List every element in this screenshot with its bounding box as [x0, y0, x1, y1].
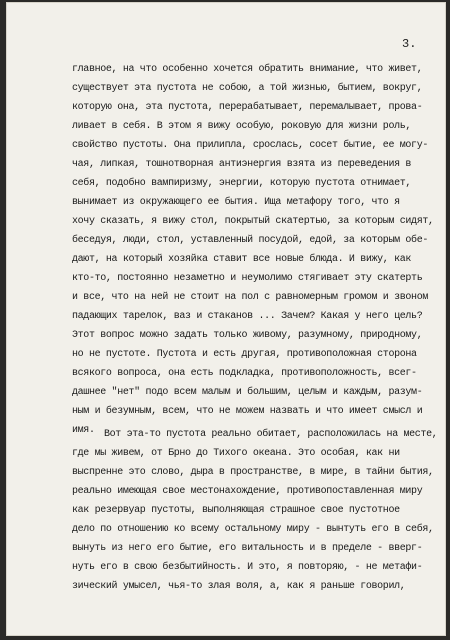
page-number: 3.: [402, 37, 417, 51]
typewritten-page: [6, 2, 446, 636]
text-line: но не пустоте. Пустота и есть другая, противоположная сторона: [72, 349, 417, 360]
text-line: всякого вопроса, она есть подкладка, противоположность, всег-: [72, 368, 417, 379]
text-line: Этот вопрос можно задать только живому, разумному, природному,: [72, 330, 423, 341]
text-line: и все, что на ней не стоит на пол с равномерным громом и звоном: [72, 292, 429, 303]
text-line: зический умысел, чья-то злая воля, а, как я раньше говорил,: [72, 581, 406, 592]
text-line: существует эта пустота не собою, а той жизнью, бытием, вокруг,: [72, 83, 423, 94]
text-line: вынуть из него его бытие, его витальность и в пределе - вверг-: [72, 543, 423, 554]
text-line: беседуя, люди, стол, уставленный посудой, едой, за которым обе-: [72, 235, 429, 246]
paragraph-2: [72, 425, 438, 596]
text-line: падающих тарелок, ваз и стаканов ... Зачем? Какая у него цель?: [72, 311, 423, 322]
text-line: ливает в себя. В этом я вижу особую, роковую для жизни роль,: [72, 121, 412, 132]
text-line: реально имеющая свое местонахождение, противопоставленная миру: [72, 486, 423, 497]
text-line: дашнее "нет" подо всем малым и большим, целым и каждым, разум-: [72, 387, 423, 398]
text-line: вынимает из окружающего ее бытия. Ища метафору того, что я: [72, 197, 400, 208]
text-line: как резервуар пустоты, выполняющая страшное свое пустотное: [72, 505, 400, 516]
text-line: хочу сказать, я вижу стол, покрытый скатертью, за которым сидят,: [72, 216, 434, 227]
text-line: имя.: [72, 425, 95, 436]
text-line: себя, подобно вампиризму, энергии, которую пустота отнимает,: [72, 178, 412, 189]
text-line: ным и безумным, всем, что не можем назвать и что имеет смысл и: [72, 406, 423, 417]
text-line: чая, липкая, тошнотворная антиэнергия взята из переведения в: [72, 159, 412, 170]
text-line: которую она, эта пустота, перерабатывает, перемалывает, прова-: [72, 102, 423, 113]
text-line: кто-то, постоянно незаметно и неумолимо стягивает эту скатерть: [72, 273, 423, 284]
text-line: дают, на который хозяйка ставит все новые блюда. И вижу, как: [72, 254, 412, 265]
text-line: выспренне это слово, дыра в пространстве, в мире, в тайни бытия,: [72, 467, 434, 478]
text-line: свойство пустоты. Она прилипла, срослась, сосет бытие, ее могу-: [72, 140, 429, 151]
paragraph-1: [72, 60, 434, 440]
text-line: нуть его в свою безбытийность. И это, я повторяю, - не метафи-: [72, 562, 423, 573]
text-line: Вот эта-то пустота реально обитает, расположилась на месте,: [104, 429, 438, 440]
text-line: где мы живем, от Брно до Тихого океана. Это особая, как ни: [72, 448, 400, 459]
text-line: дело по отношению ко всему остальному миру - вынтуть его в себя,: [72, 524, 434, 535]
text-line: главное, на что особенно хочется обратить внимание, что живет,: [72, 64, 423, 75]
